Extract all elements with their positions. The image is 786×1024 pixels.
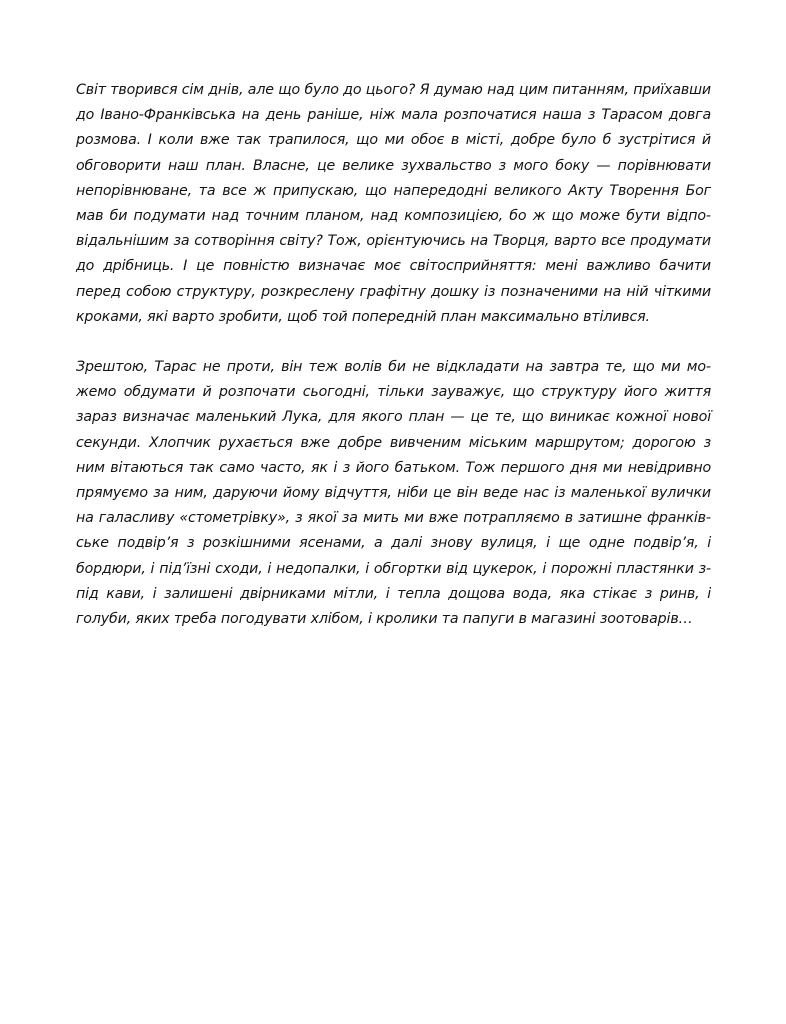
paragraph-2: Зрештою, Тарас не проти, він теж волів би не відкладати на завтра те, що ми можемо обдумати й розпочати сьогодні, тільки зауважує, що структуру його життя зараз визначає маленький Лука, для якого план — це те, що виникає кожної нової секунди. Хлопчик рухається вже добре вивченим міським маршрутом; дорогою з ним вітаються так само часто, як і з його батьком. Тож першого дня ми невідривно прямуємо за ним, даруючи йому відчуття, ніби це він веде нас із маленької вулички на галасливу «стометрівку», з якої за мить ми вже потрапляємо в затишне франківське подвір’я з розкішними ясенами, а далі знову вулиця, і ще одне подвір’я, і бордюри, і під’їзні сходи, і недопалки, і обгортки від цукерок, і порожні пластянки з-під кави, і залишені двірниками мітли, і тепла дощова вода, яка стікає з ринв, і голуби, яких треба погодувати хлібом, і кролики та папуги в магазині зоотоварів… [76,359,711,628]
body-text [76,78,711,632]
paragraph-1: Світ творився сім днів, але що було до цього? Я думаю над цим питанням, приїхавши до Івано-Франківська на день раніше, ніж мала розпочатися наша з Тарасом довга розмова. І коли вже так трапилося, що ми обоє в місті, добре було б зустрітися й обговорити наш план. Власне, це велике зухвальство з мого боку — порівнювати непорівнюване, та все ж припускаю, що напередодні великого Акту Творення Бог мав би подумати над точним планом, над композицією, бо ж що може бути відповідальнішим за сотворіння світу? Тож, орієнтуючись на Творця, варто все продумати до дрібниць. І це повністю визначає моє світосприйняття: мені важливо бачити перед собою структуру, розкреслену графітну дошку із позначеними на ній чіткими кроками, які варто зробити, щоб той попередній план максимально втілився. [76,82,711,325]
